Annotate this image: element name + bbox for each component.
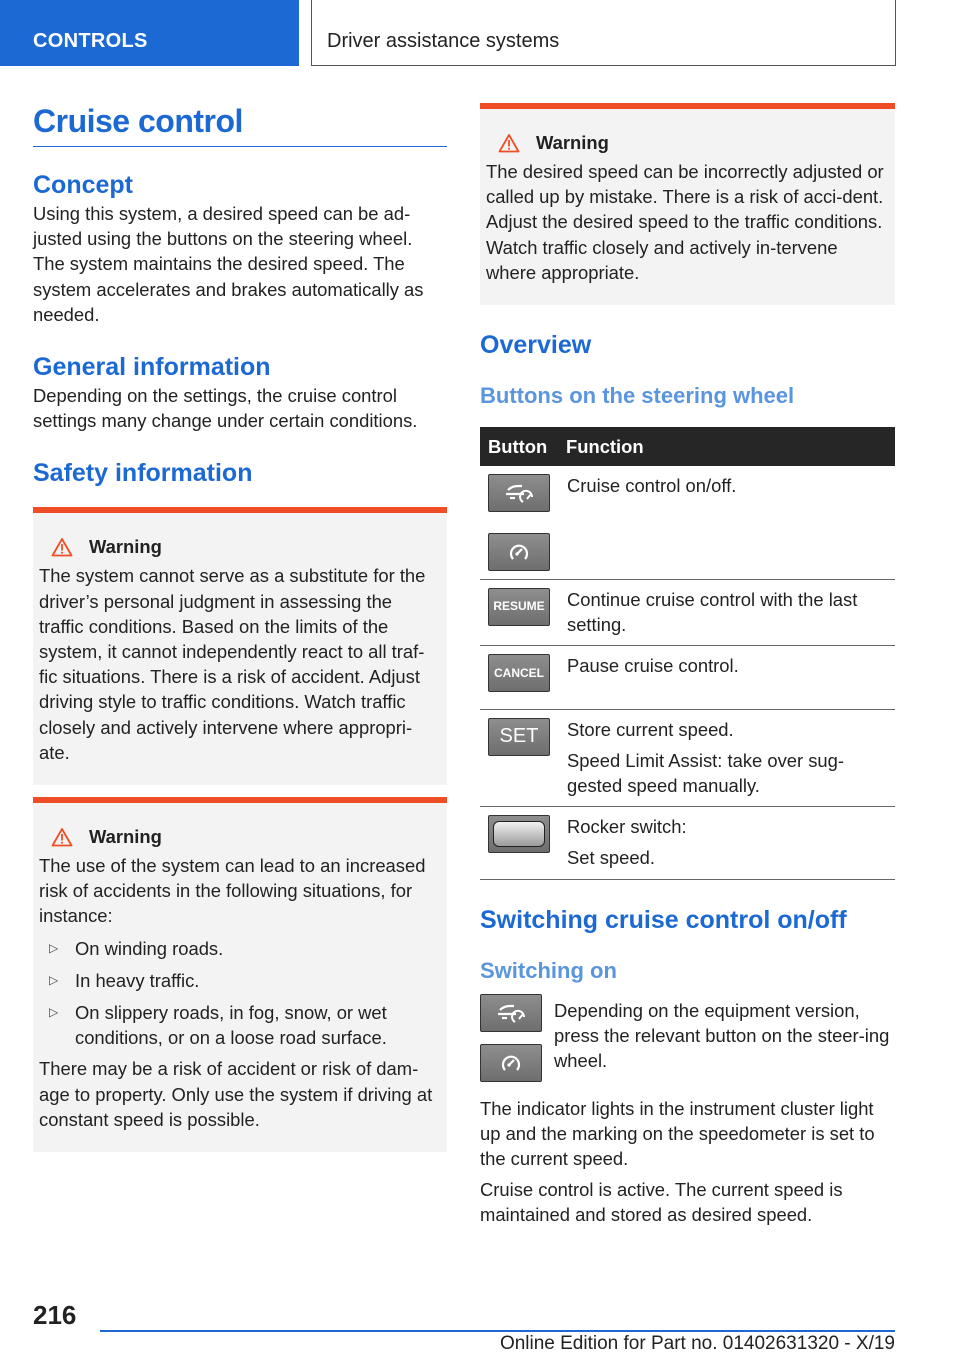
buttons-heading: Buttons on the steering wheel (480, 383, 795, 409)
function-cell: Store current speed. Speed Limit Assist: take over sug‐gested speed manually. (558, 709, 895, 807)
warning-icon (51, 537, 73, 557)
column-header-button: Button (480, 427, 558, 466)
footer-rule (100, 1330, 895, 1332)
function-cell: Continue cruise control with the last setting. (558, 580, 895, 646)
bullet-triangle-icon: ▷ (49, 972, 59, 987)
list-item: ▷ In heavy traffic. (39, 968, 441, 993)
paragraph: The indicator lights in the instrument cluster light up and the marking on the speedometer is set to the current speed. (480, 1097, 875, 1170)
cruise-control-button-icon (488, 474, 550, 512)
page-title: Cruise control (33, 103, 243, 139)
switching-on-text: Depending on the equipment version, press the relevant button on the steer‐ing wheel. (554, 999, 890, 1072)
warning-title (39, 535, 441, 559)
page-number: 216 (33, 1300, 77, 1330)
speed-limiter-button-icon (480, 1044, 542, 1082)
paragraph: Cruise control is active. The current speed is maintained and stored as desired speed. (480, 1179, 843, 1226)
table-row (480, 646, 895, 709)
chapter-title: Driver assistance systems (311, 0, 896, 66)
warning-box (33, 797, 447, 1152)
switching-on-block (480, 994, 895, 1082)
list-item: ▷ On winding roads. (39, 936, 441, 961)
warning-text: The system cannot serve as a substitute for the driver’s personal judgment in assessing the traffic conditions. Based on the limits of the system, it cannot independently react to all traf‐fic situations. There is a risk of accident. Adjust driving style to traffic conditions. Watch traffic closely and actively intervene where appropri‐ate. (39, 565, 426, 763)
warning-title-text: Warning (89, 826, 162, 848)
right-column (480, 100, 895, 1228)
table-row (480, 709, 895, 807)
table-row (480, 580, 895, 646)
section-tab: CONTROLS (0, 0, 299, 66)
warning-title-text: Warning (89, 536, 162, 558)
concept-text: Using this system, a desired speed can be ad‐justed using the buttons on the steering wheel. The system maintains the desired speed. The system accelerates and brakes automatically as needed. (33, 203, 424, 325)
warning-title (39, 825, 441, 849)
switching-heading: Switching cruise control on/off (480, 905, 847, 934)
warning-text: The desired speed can be incorrectly adjusted or called up by mistake. There is a risk of acci‐dent. Adjust the desired speed to the traffic conditions. Watch traffic closely and actively in‐tervene where appropriate. (486, 161, 884, 283)
warning-title (486, 131, 889, 155)
cancel-button-icon: CANCEL (488, 654, 550, 692)
warning-icon (51, 827, 73, 847)
function-cell: Rocker switch: Set speed. (558, 807, 895, 879)
general-heading: General information (33, 353, 271, 382)
resume-button-icon: RESUME (488, 588, 550, 626)
warning-box (33, 507, 447, 785)
page-header (0, 0, 960, 66)
table-header-row (480, 427, 895, 466)
warning-outro: There may be a risk of accident or risk of dam‐age to property. Only use the system if driving at constant speed is possible. (39, 1058, 433, 1130)
warning-title-text: Warning (536, 132, 609, 153)
table-row (480, 807, 895, 879)
overview-heading: Overview (480, 331, 592, 360)
table-row (480, 466, 895, 580)
bullet-triangle-icon: ▷ (49, 940, 59, 955)
speed-limiter-button-icon (488, 533, 550, 571)
set-button-icon: SET (488, 718, 550, 756)
footer-edition: Online Edition for Part no. 01402631320 - X/19 (499, 1333, 895, 1354)
list-item: ▷ On slippery roads, in fog, snow, or wet conditions, or on a loose road surface. (39, 1000, 441, 1050)
function-cell: Cruise control on/off. (558, 466, 895, 580)
rocker-switch-icon (488, 815, 550, 853)
left-column (33, 100, 447, 1152)
function-cell: Pause cruise control. (558, 646, 895, 709)
bullet-triangle-icon: ▷ (49, 1005, 59, 1020)
switching-on-heading: Switching on (480, 957, 617, 983)
buttons-table (480, 427, 895, 880)
concept-heading: Concept (33, 171, 133, 199)
title-rule (33, 146, 447, 147)
column-header-function: Function (558, 427, 895, 466)
warning-intro: The use of the system can lead to an increased risk of accidents in the following situations, for instance: (39, 855, 426, 927)
warning-box (480, 103, 895, 305)
cruise-control-button-icon (480, 994, 542, 1032)
warning-icon (498, 133, 520, 153)
safety-heading: Safety information (33, 459, 253, 488)
general-text: Depending on the settings, the cruise control settings many change under certain conditions. (33, 385, 418, 432)
